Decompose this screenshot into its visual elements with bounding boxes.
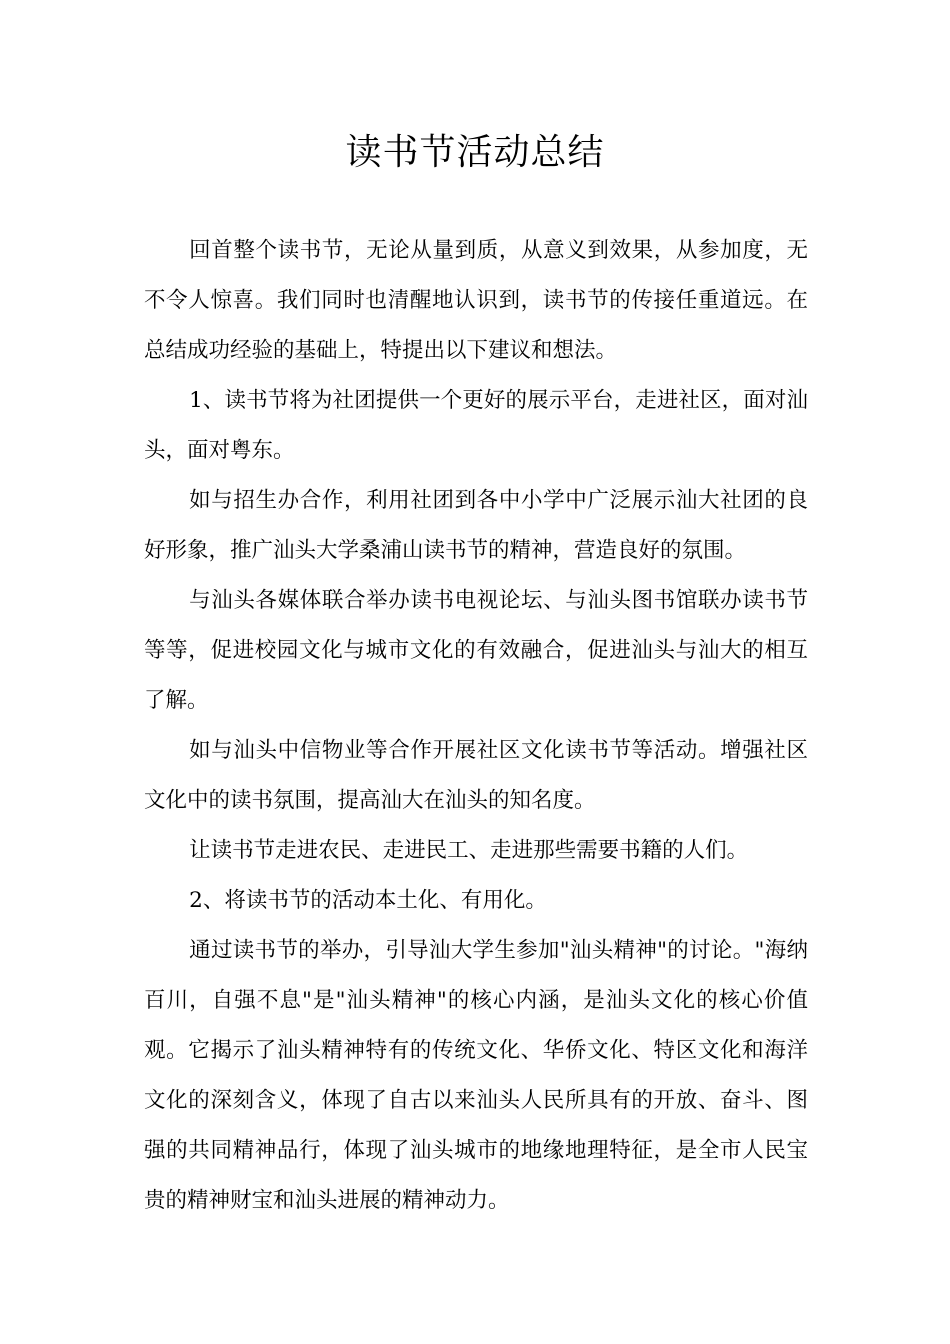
paragraph-media: 与汕头各媒体联合举办读书电视论坛、与汕头图书馆联办读书节等等，促进校园文化与城市文化的有效融合，促进汕头与汕大的相互了解。: [144, 588, 808, 713]
paragraph-outreach: 让读书节走进农民、走进民工、走进那些需要书籍的人们。: [189, 838, 749, 863]
paragraph-intro: 回首整个读书节，无论从量到质，从意义到效果，从参加度，无不令人惊喜。我们同时也清醒地认识到，读书节的传接任重道远。在总结成功经验的基础上，特提出以下建议和想法。: [144, 238, 808, 363]
document-body: [144, 226, 808, 1226]
document-title: 读书节活动总结: [345, 132, 605, 173]
paragraph-community: 如与汕头中信物业等合作开展社区文化读书节等活动。增强社区文化中的读书氛围，提高汕大在汕头的知名度。: [144, 738, 808, 813]
paragraph-point-1: 1、读书节将为社团提供一个更好的展示平台，走进社区，面对汕头，面对粤东。: [144, 388, 808, 463]
paragraph-admissions: 如与招生办合作，利用社团到各中小学中广泛展示汕大社团的良好形象，推广汕头大学桑浦山读书节的精神，营造良好的氛围。: [144, 488, 808, 563]
paragraph-point-2: 2、将读书节的活动本土化、有用化。: [189, 888, 547, 913]
paragraph-shantou-spirit: 通过读书节的举办，引导汕大学生参加"汕头精神"的讨论。"海纳百川，自强不息"是"汕头精神"的核心内涵，是汕头文化的核心价值观。它揭示了汕头精神特有的传统文化、华侨文化、特区文化和海洋文化的深刻含义，体现了自古以来汕头人民所具有的开放、奋斗、图强的共同精神品行，体现了汕头城市的地缘地理特征，是全市人民宝贵的精神财宝和汕头进展的精神动力。: [144, 938, 808, 1213]
